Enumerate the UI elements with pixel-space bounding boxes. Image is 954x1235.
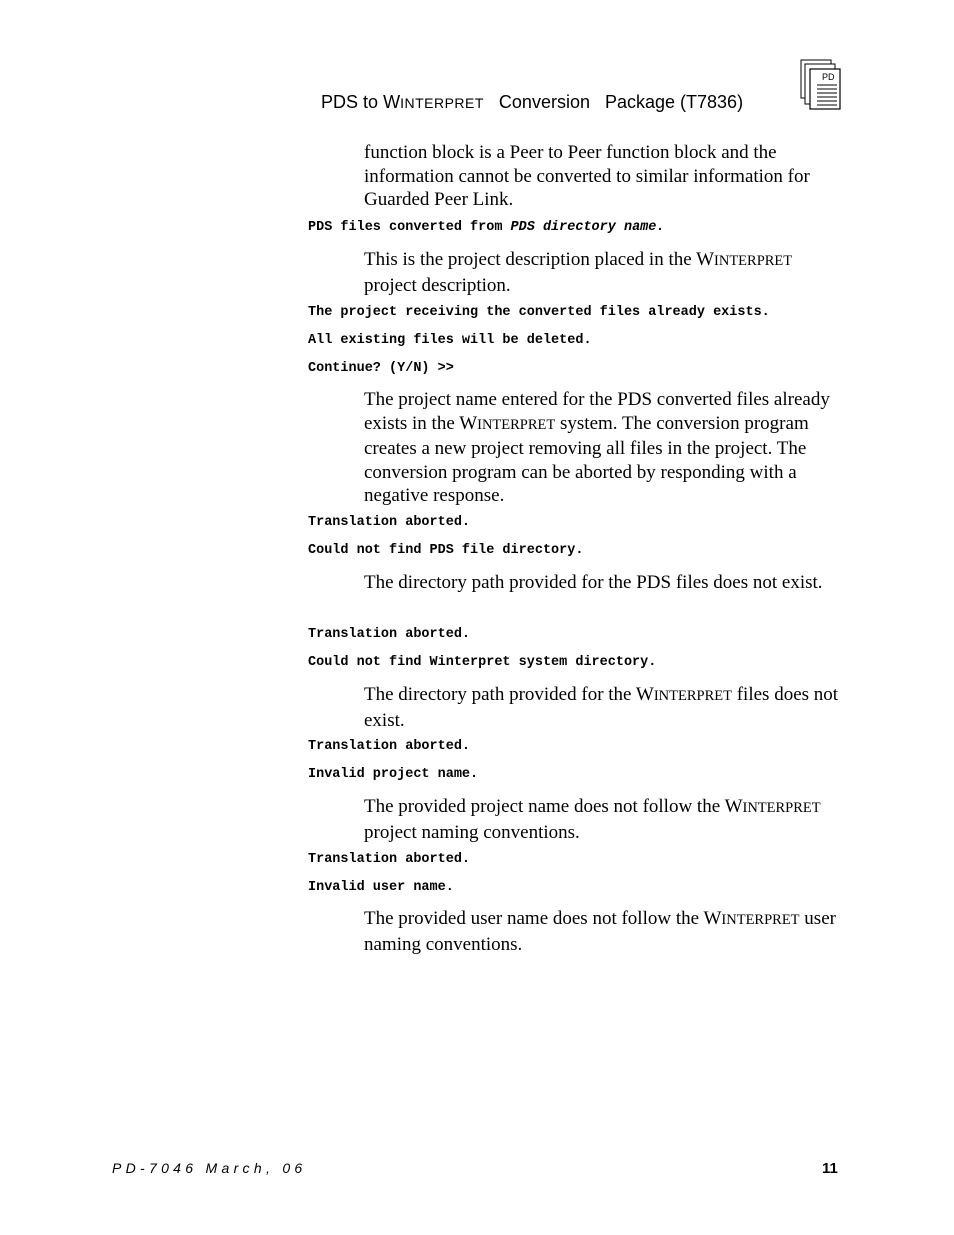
logo-label: PD — [822, 72, 835, 82]
paragraph-winterpret-path-missing: The directory path provided for the WINTERPRET files does not exist. — [364, 684, 839, 731]
message-files-deleted: All existing files will be deleted. — [308, 333, 592, 348]
paragraph-project-name-exists: The project name entered for the PDS converted files already exists in the WINTERPRET system. The conversion program creates a new project removing all files in the project. The conversion program can be aborted by responding with a negative response. — [364, 389, 830, 506]
page-number: 11 — [822, 1160, 838, 1177]
paragraph-peer-to-peer: function block is a Peer to Peer function block and the information cannot be converted to similar information for Guarded Peer Link. — [364, 142, 810, 210]
message-translation-aborted: Translation aborted. — [308, 627, 471, 642]
message-no-pds-directory: Could not find PDS file directory. — [308, 543, 584, 558]
footer-document-id: PD-7046 March, 06 — [112, 1160, 307, 1176]
header-conversion: Conversion — [498, 92, 590, 112]
message-translation-aborted: Translation aborted. — [308, 739, 471, 754]
message-invalid-project-name: Invalid project name. — [308, 767, 479, 782]
message-no-winterpret-directory: Could not find Winterpret system directory. — [308, 655, 657, 670]
header-to: to — [363, 92, 379, 112]
message-project-exists: The project receiving the converted files already exists. — [308, 305, 770, 320]
pd-document-logo-icon — [800, 59, 842, 111]
header-package: Package (T7836) — [604, 92, 744, 112]
message-invalid-user-name: Invalid user name. — [308, 880, 454, 895]
running-header — [321, 92, 743, 113]
paragraph-user-naming: The provided user name does not follow the WINTERPRET user naming conventions. — [364, 908, 836, 955]
header-product-initial: W — [383, 92, 401, 112]
message-pds-files-converted: PDS files converted from PDS directory name. — [308, 220, 665, 235]
paragraph-pds-path-missing: The directory path provided for the PDS files does not exist. — [364, 572, 823, 593]
paragraph-project-naming: The provided project name does not follow the WINTERPRET project naming conventions. — [364, 796, 821, 843]
header-pds: PDS — [321, 92, 359, 112]
paragraph-project-description: This is the project description placed in the WINTERPRET project description. — [364, 249, 793, 296]
message-translation-aborted: Translation aborted. — [308, 515, 471, 530]
header-product-rest: INTERPRET — [400, 95, 484, 111]
message-continue-prompt: Continue? (Y/N) >> — [308, 361, 454, 376]
message-translation-aborted: Translation aborted. — [308, 852, 471, 867]
